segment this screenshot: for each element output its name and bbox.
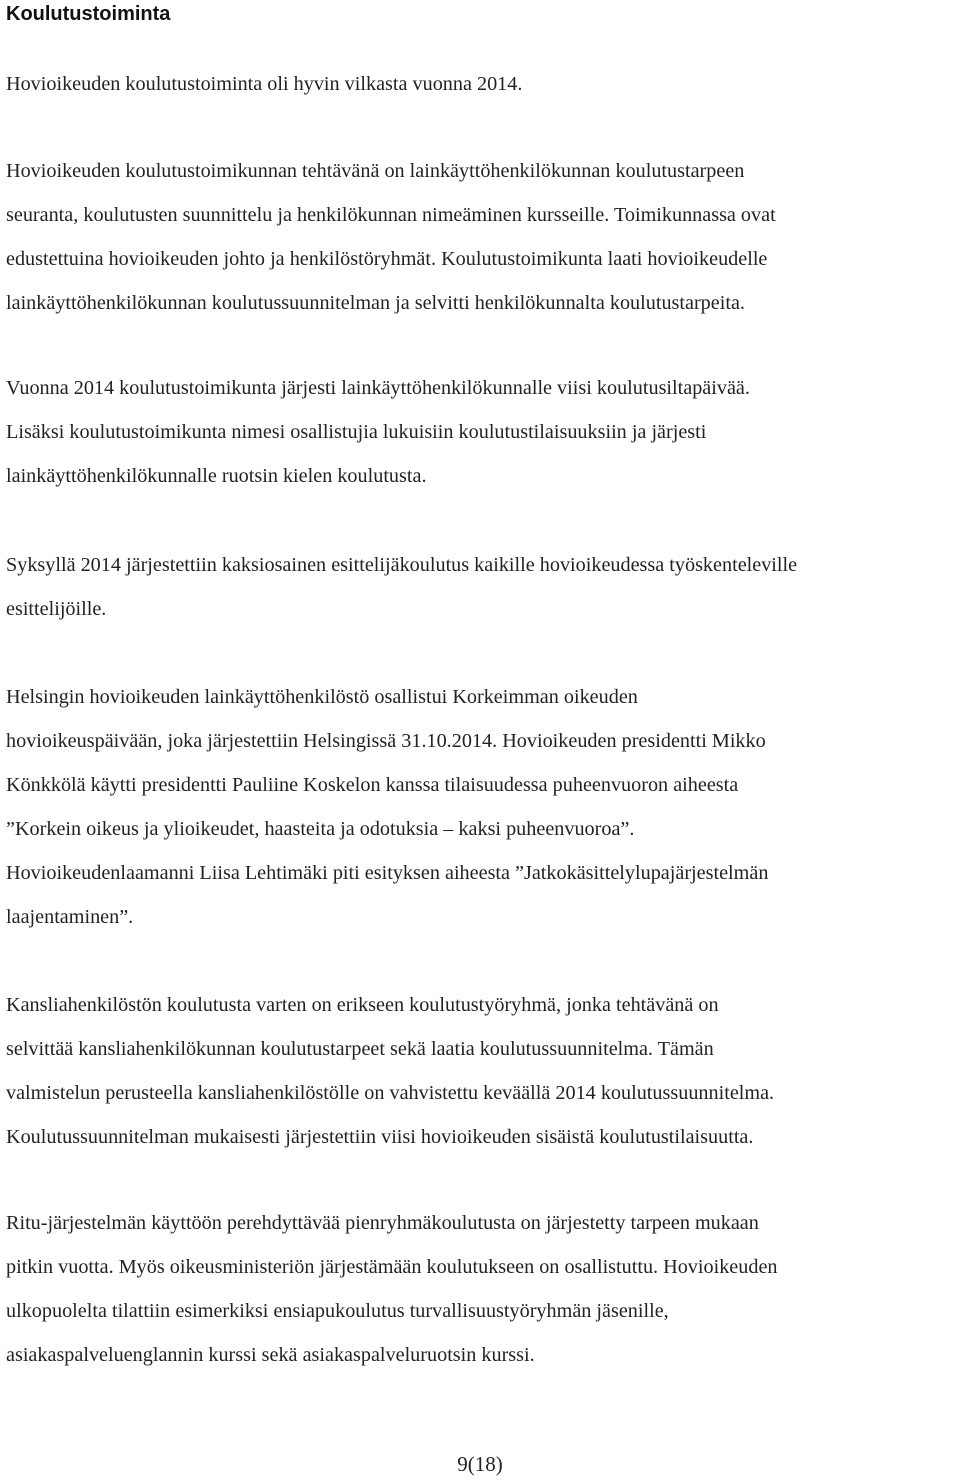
paragraph-line: laajentaminen”. — [6, 906, 134, 928]
page-number: 9(18) — [457, 1452, 503, 1476]
paragraph-line: ”Korkein oikeus ja ylioikeudet, haasteita ja odotuksia – kaksi puheenvuoroa”. — [6, 818, 635, 840]
paragraph-line: lainkäyttöhenkilökunnan koulutussuunnitelman ja selvitti henkilökunnalta koulutustarpeita. — [6, 292, 745, 314]
paragraph-line: valmistelun perusteella kansliahenkilöstölle on vahvistettu keväällä 2014 koulutussuunnitelma. — [6, 1082, 775, 1104]
paragraph-autumn-training — [6, 543, 960, 631]
paragraph-line: pitkin vuotta. Myös oikeusministeriön järjestämään koulutukseen on osallistuttu. Hovioikeuden — [6, 1256, 778, 1278]
paragraph-intro — [6, 62, 960, 106]
paragraph-line: Kansliahenkilöstön koulutusta varten on erikseen koulutustyöryhmä, jonka tehtävänä on — [6, 994, 719, 1016]
paragraph-line: Hovioikeuden koulutustoimikunnan tehtävänä on lainkäyttöhenkilökunnan koulutustarpeen — [6, 160, 745, 182]
paragraph-line: Syksyllä 2014 järjestettiin kaksiosainen esittelijäkoulutus kaikille hovioikeudessa työskenteleville — [6, 554, 798, 576]
paragraph-line: Koulutussuunnitelman mukaisesti järjestettiin viisi hovioikeuden sisäistä koulutustilaisuutta. — [6, 1126, 754, 1148]
paragraph-line: Hovioikeudenlaamanni Liisa Lehtimäki piti esityksen aiheesta ”Jatkokäsittelylupajärjestelmän — [6, 862, 769, 884]
paragraph-office-staff-training — [6, 983, 960, 1159]
paragraph-supreme-court-day — [6, 675, 960, 939]
paragraph-line: asiakaspalveluenglannin kurssi sekä asiakaspalveluruotsin kurssi. — [6, 1344, 535, 1366]
paragraph-line: esittelijöille. — [6, 598, 107, 620]
paragraph-ritu-training — [6, 1201, 960, 1377]
paragraph-line: ulkopuolelta tilattiin esimerkiksi ensiapukoulutus turvallisuustyöryhmän jäsenille, — [6, 1300, 669, 1322]
paragraph-line: Vuonna 2014 koulutustoimikunta järjesti lainkäyttöhenkilökunnalle viisi koulutusiltapäivää. — [6, 377, 750, 399]
paragraph-line: Könkkölä käytti presidentti Pauliine Koskelon kanssa tilaisuudessa puheenvuoron aiheesta — [6, 774, 739, 796]
paragraph-line: seuranta, koulutusten suunnittelu ja henkilökunnan nimeäminen kursseille. Toimikunnassa ovat — [6, 204, 776, 226]
paragraph-line: Ritu-järjestelmän käyttöön perehdyttävää pienryhmäkoulutusta on järjestetty tarpeen mukaan — [6, 1212, 759, 1234]
paragraph-line: Helsingin hovioikeuden lainkäyttöhenkilöstö osallistui Korkeimman oikeuden — [6, 686, 638, 708]
paragraph-line: Lisäksi koulutustoimikunta nimesi osallistujia lukuisiin koulutustilaisuuksiin ja järjesti — [6, 421, 707, 443]
paragraph-line: hovioikeuspäivään, joka järjestettiin Helsingissä 31.10.2014. Hovioikeuden presidentti Mikko — [6, 730, 766, 752]
paragraph-line: lainkäyttöhenkilökunnalle ruotsin kielen koulutusta. — [6, 465, 427, 487]
paragraph-line: selvittää kansliahenkilökunnan koulutustarpeet sekä laatia koulutussuunnitelma. Tämän — [6, 1038, 714, 1060]
paragraph-line: Hovioikeuden koulutustoiminta oli hyvin vilkasta vuonna 2014. — [6, 73, 523, 95]
paragraph-training-committee — [6, 149, 960, 325]
section-heading: Koulutustoiminta — [6, 3, 171, 25]
paragraph-2014-sessions — [6, 366, 960, 498]
paragraph-line: edustettuina hovioikeuden johto ja henkilöstöryhmät. Koulutustoimikunta laati hovioikeudelle — [6, 248, 768, 270]
